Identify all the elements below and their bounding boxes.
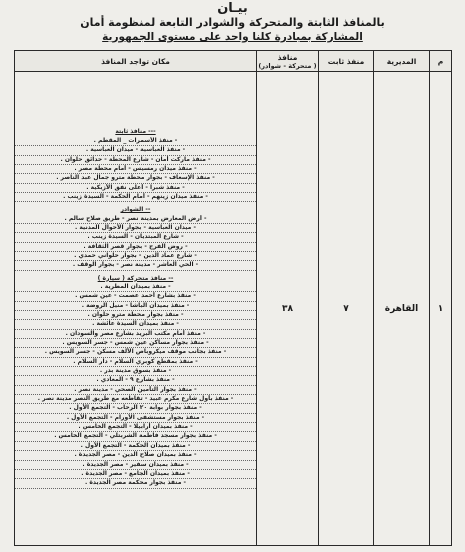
list-item: - منفذ ميدان زينهم - أمام الحكمة - السيدة زينب . xyxy=(15,193,256,202)
list-item: - منفذ بميدان أرابيلا - التجمع الخامس . xyxy=(15,423,256,432)
list-item: - منفذ بميدان السيدة عائشة . xyxy=(15,320,256,329)
document-title: بيـان xyxy=(217,1,248,16)
row-num: ١ xyxy=(430,72,452,546)
list-item: - شارع عماد الدين - بجوار حلواني حمدي . xyxy=(15,252,256,261)
col-locations: مكان تواجد المنافذ xyxy=(15,51,257,72)
list-item: - منفذ بجوار مستشفى الأورام - التجمع الأول . xyxy=(15,414,256,423)
document-header xyxy=(60,2,405,44)
list-item: - الحي العاشر - مدينة نصر - بجوار الوقف . xyxy=(15,261,256,270)
list-item: - منفذ الإسعاف - بجوار محطة مترو جمال عبد الناصر . xyxy=(15,174,256,183)
tents-heading: -- الشوادر xyxy=(120,206,151,214)
document-subtitle: بالمنافذ الثابتة والمتحركة والشوادر التابعة لمنظومة أمان xyxy=(80,16,385,29)
tents-list xyxy=(15,215,256,271)
col-directorate: المديرية xyxy=(374,51,430,72)
col-outlets xyxy=(257,51,319,72)
list-item: - منفذ ماركت أمان - شارع المحطة - حدائق حلوان . xyxy=(15,156,256,165)
row-fixed-count: ٧ xyxy=(319,72,374,546)
list-item: - منفذ بميدان المطرية . xyxy=(15,283,256,292)
list-item: - منفذ الأسمرات _ المقطم . xyxy=(15,137,256,146)
mobile-outlets-list xyxy=(15,283,256,489)
list-item: - منفذ بجوار محكمة مصر الجديدة . xyxy=(15,479,256,488)
outlets-table xyxy=(14,50,452,546)
col-outlets-sub: ( متحركة - شوادر) xyxy=(258,61,317,70)
list-item: - منفذ بميدان الحكمة - التجمع الأول . xyxy=(15,442,256,451)
row-outlets-count: ٣٨ xyxy=(257,72,319,546)
list-item: - منفذ بشارع ٩ - المعادي . xyxy=(15,376,256,385)
document-caption: المشاركة بمبادرة كلنا واحد على مستوى الجمهورية xyxy=(102,31,363,43)
list-item: - منفذ بجوار محطة مترو حلوان . xyxy=(15,311,256,320)
fixed-outlets-list xyxy=(15,137,256,202)
list-item: - منفذ بميدان الجامع - مصر الجديدة . xyxy=(15,470,256,479)
table-row xyxy=(15,72,452,546)
list-item: - منفذ بجوار التأمين الصحي - مدينة نصر . xyxy=(15,386,256,395)
list-item: - شارع المبتديان - السيدة زينب . xyxy=(15,233,256,242)
list-item: - روض الفرج - بجوار قصر الثقافة . xyxy=(15,243,256,252)
list-item: - منفذ بميدان الباشا - منيل الروضة . xyxy=(15,302,256,311)
list-item: - منفذ بميدان سفير - مصر الجديدة . xyxy=(15,461,256,470)
table-header-row xyxy=(15,51,452,72)
list-item: - ميدان العباسية - بجوار الأحوال المدنية . xyxy=(15,224,256,233)
list-item: - منفذ بشارع أحمد عصمت - عين شمس . xyxy=(15,292,256,301)
list-item: - منفذ العباسية - ميدان العباسية . xyxy=(15,146,256,155)
list-item: - منفذ أمام مكتب البريد بشارع مصر والسودان . xyxy=(15,330,256,339)
list-item: - منفذ شبرا - أعلى نفق الأزبكية . xyxy=(15,184,256,193)
col-num: م xyxy=(430,51,452,72)
list-item: - منفذ بجوار مساكن عين شمس - جسر السويس . xyxy=(15,339,256,348)
list-item: - منفذ بجوار بوابة ٢٠ الرحاب - التجمع الأول . xyxy=(15,404,256,413)
list-item: - أرض المعارض بمدينة نصر - طريق صلاح سالم . xyxy=(15,215,256,224)
list-item: - منفذ بجوار مسجد فاطمة الشربتلي - التجمع الخامس . xyxy=(15,432,256,441)
row-directorate: القاهرة xyxy=(374,72,430,546)
list-item: - منفذ بسوق مدينة بدر . xyxy=(15,367,256,376)
list-item: - منفذ بميدان صلاح الدين - مصر الجديدة . xyxy=(15,451,256,460)
col-outlets-main: منافذ xyxy=(277,52,298,62)
fixed-outlets-heading: --- منافذ ثابتة xyxy=(115,128,156,136)
list-item: - منفذ بجانب موقف ميكروباص الألف مسكن - جسر السويس . xyxy=(15,348,256,357)
list-item: - منفذ ميدان رمسيس - أمام محطة مصر . xyxy=(15,165,256,174)
col-fixed: منفذ ثابت xyxy=(319,51,374,72)
list-item: - منفذ بأول شارع مكرم عبيد - تقاطعه مع طريق النصر مدينة نصر . xyxy=(15,395,256,404)
mobile-outlets-heading: -- منافذ متحركة ( سيارة ) xyxy=(97,274,174,282)
list-item: - منفذ بمقطع كوبري السلام - دار السلام . xyxy=(15,358,256,367)
locations-cell xyxy=(15,72,257,546)
